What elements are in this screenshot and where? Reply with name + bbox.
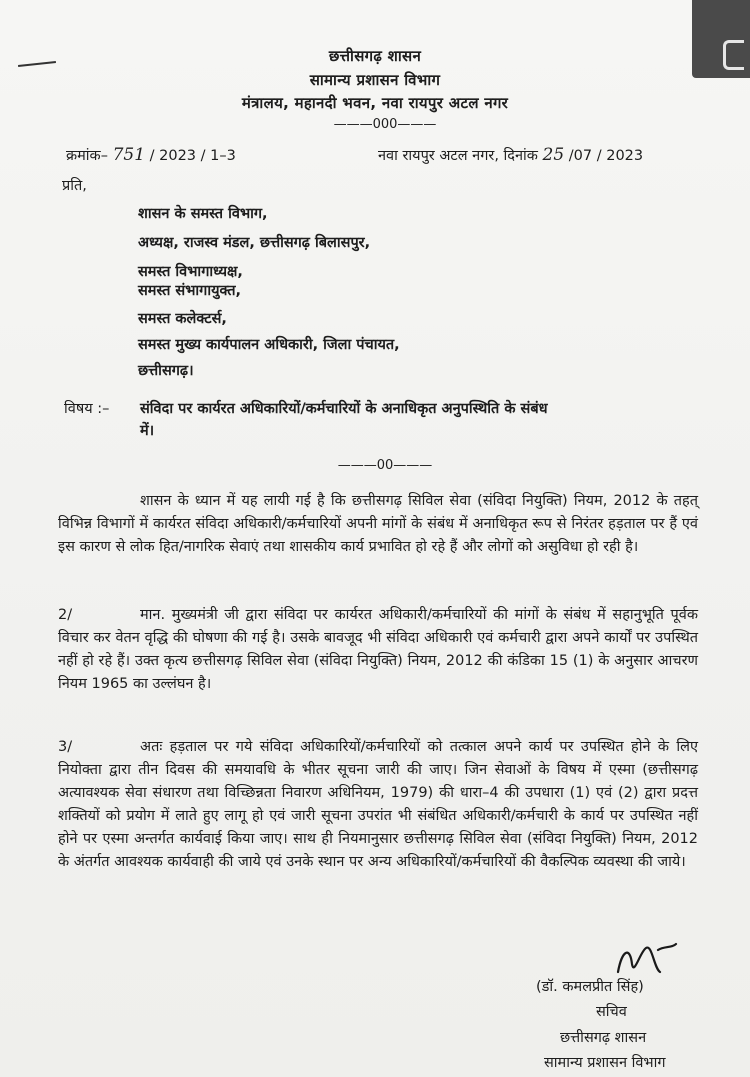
paragraph-1 [58, 490, 698, 559]
header-department: सामान्य प्रशासन विभाग [309, 71, 441, 89]
paragraph-3-number: 3/ [58, 739, 73, 755]
paragraph-2 [58, 604, 698, 696]
header-address: मंत्रालय, महानदी भवन, नवा रायपुर अटल नगर [241, 94, 509, 112]
to-label: प्रति, [62, 178, 87, 194]
recipient-item: समस्त विभागाध्यक्ष, [138, 264, 243, 280]
recipient-item: समस्त कलेक्टर्स, [138, 311, 227, 327]
header-divider: ———000——— [333, 117, 437, 132]
recipient-item: समस्त संभागायुक्त, [138, 283, 242, 299]
subject-text-line2: में। [140, 423, 155, 439]
signatory-org-department: सामान्य प्रशासन विभाग [544, 1055, 666, 1071]
place-date-label: नवा रायपुर अटल नगर, दिनांक [378, 148, 538, 164]
signatory-name: (डॉ. कमलप्रीत सिंह) [536, 979, 644, 995]
paragraph-3-text: अतः हड़ताल पर गये संविदा अधिकारियों/कर्मचारियों को तत्काल अपने कार्य पर उपस्थित होने के लिए नियोक्ता द्वारा तीन दिवस की समयावधि के भीतर सूचना जारी की जाए। जिन सेवाओं के विषय में एस्मा (छत्तीसगढ़ अत्यावश्यक सेवा संधारण तथा विच्छिन्नता निवारण अधिनियम, 1979) की धारा–4 की उपधारा (1) एवं (2) द्वारा प्रदत्त शक्तियों को प्रयोग में लाते हुए लागू हो एवं जारी सूचना उपरांत भी संबंधित अधिकारी/कर्मचारी के कार्य पर उपस्थित नहीं होने पर एस्मा अन्तर्गत कार्यवाई किया जाए। साथ ही नियमानुसार छत्तीसगढ़ सिविल सेवा (संविदा नियुक्ति) नियम, 2012 के अंतर्गत आवश्यक कार्यवाही की जाये एवं उनके स्थान पर अन्य अधिकारियों/कर्मचारियों की वैकल्पिक व्यवस्था की जाये। [58, 739, 698, 870]
reference-date [378, 145, 643, 165]
paragraph-1-text: शासन के ध्यान में यह लायी गई है कि छत्तीसगढ़ सिविल सेवा (संविदा नियुक्ति) नियम, 2012 के तहत् विभिन्न विभागों में कार्यरत संविदा अधिकारी/कर्मचारियों अपनी मांगों के संबंध में अनाधिकृत रूप से निरंतर हड़ताल पर हैं एवं इस कारण से लोक हित/नागरिक सेवाएं तथा शासकीय कार्य प्रभावित हो रहे हैं और लोगों को असुविधा हो रही है। [58, 493, 698, 555]
header-govt: छत्तीसगढ़ शासन [328, 47, 422, 65]
reference-number [66, 145, 236, 165]
subject-label: विषय :– [64, 401, 110, 417]
signatory-designation: सचिव [596, 1004, 627, 1020]
date-handwritten: 25 [542, 145, 565, 165]
section-divider: ———00——— [337, 458, 433, 473]
reference-label: क्रमांक– [66, 148, 108, 164]
date-rest: /07 / 2023 [568, 148, 644, 164]
paragraph-2-number: 2/ [58, 607, 73, 623]
handwritten-signature [612, 942, 682, 980]
paragraph-3 [58, 736, 698, 874]
recipient-item: शासन के समस्त विभाग, [138, 206, 268, 222]
recipient-item: अध्यक्ष, राजस्व मंडल, छत्तीसगढ़ बिलासपुर, [138, 235, 371, 251]
recipient-item: छत्तीसगढ़। [138, 363, 194, 379]
reference-number-handwritten: 751 [112, 145, 146, 165]
subject-text-line1: संविदा पर कार्यरत अधिकारियों/कर्मचारियों के अनाधिकृत अनुपस्थिति के संबंध [140, 401, 548, 417]
reference-number-rest: / 2023 / 1–3 [149, 148, 236, 164]
recipient-item: समस्त मुख्य कार्यपालन अधिकारी, जिला पंचायत, [138, 337, 400, 353]
viewer-corner-overlay [692, 0, 750, 78]
signatory-org-govt: छत्तीसगढ़ शासन [560, 1030, 647, 1046]
paragraph-2-text: मान. मुख्यमंत्री जी द्वारा संविदा पर कार्यरत अधिकारी/कर्मचारियों की मांगों के संबंध में सहानुभूति पूर्वक विचार कर वेतन वृद्धि की घोषणा की गई है। उसके बावजूद भी संविदा अधिकारी एवं कर्मचारी द्वारा अपने कार्यों पर उपस्थित नहीं हो रहे हैं। उक्त कृत्य छत्तीसगढ़ सिविल सेवा (संविदा नियुक्ति) नियम, 2012 की कंडिका 15 (1) के अनुसार आचरण नियम 1965 का उल्लंघन है। [58, 607, 698, 692]
